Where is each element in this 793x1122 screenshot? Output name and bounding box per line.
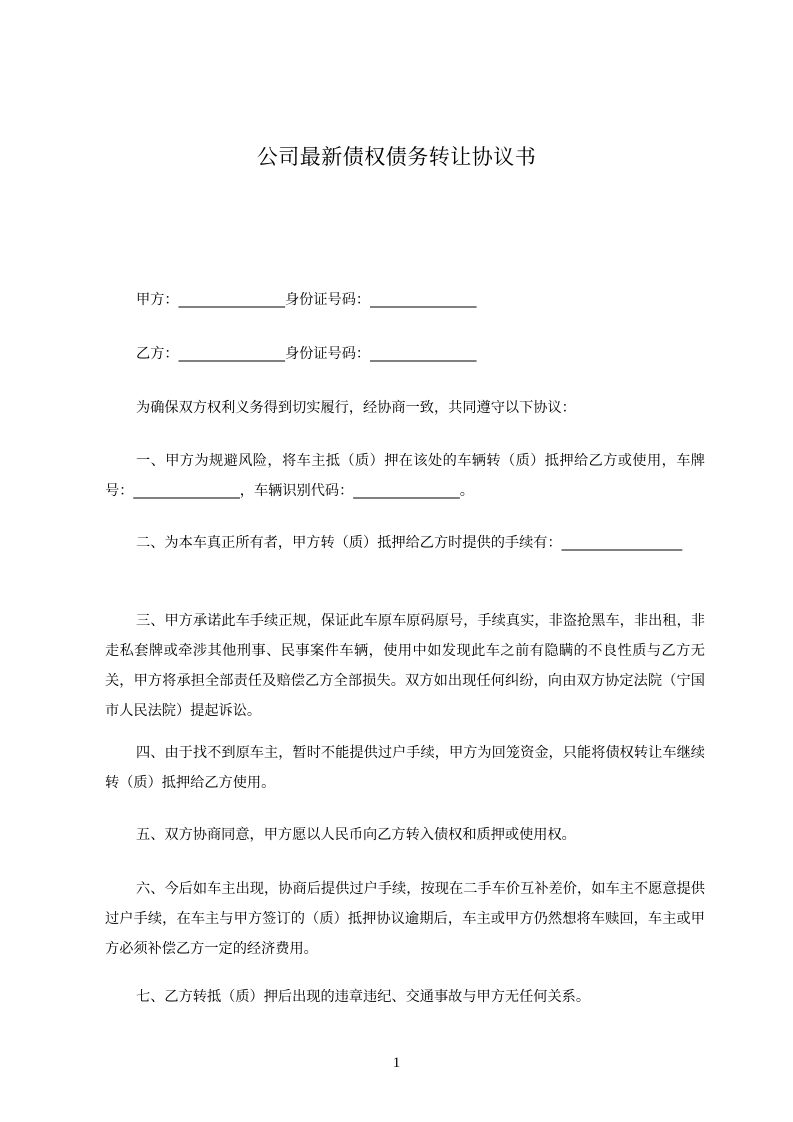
document-title: 公司最新债权债务转让协议书 xyxy=(256,145,537,169)
clause-6: 六、今后如车主出现，协商后提供过户手续，按现在二手车价互补差价，如车主不愿意提供过户手续，在车主与甲方签订的（质）抵押协议逾期后，车主或甲方仍然想将车赎回，车主或甲方必须补偿乙方一定的经济费用。 xyxy=(105,881,705,957)
clause-2: 二、为本车真正所有者，甲方转（质）抵押给乙方时提供的手续有：_________________ xyxy=(136,535,683,551)
clause-3: 三、甲方承诺此车手续正规，保证此车原车原码原号，手续真实，非盗抢黑车，非出租，非走私套牌或牵涉其他刑事、民事案件车辆，使用中如发现此车之前有隐瞒的不良性质与乙方无关，甲方将承担全部责任及赔偿乙方全部损失。双方如出现任何纠纷，向由双方协定法院（宁国市人民法院）提起诉讼。 xyxy=(105,613,705,719)
clause-7: 七、乙方转抵（质）押后出现的违章违纪、交通事故与甲方无任何关系。 xyxy=(136,989,591,1005)
clause-1: 一、甲方为规避风险，将车主抵（质）押在该处的车辆转（质）抵押给乙方或使用，车牌号：_______________，车辆识别代码：_______________。 xyxy=(105,453,705,499)
clause-5: 五、双方协商同意，甲方愿以人民币向乙方转入债权和质押或使用权。 xyxy=(136,827,576,843)
party-a-line: 甲方：_______________身份证号码：_______________ xyxy=(136,292,477,308)
intro-line: 为确保双方权利义务得到切实履行，经协商一致，共同遵守以下协议： xyxy=(136,400,576,416)
clause-4: 四、由于找不到原车主，暂时不能提供过户手续，甲方为回笼资金，只能将债权转让车继续转（质）抵押给乙方使用。 xyxy=(105,745,705,791)
party-b-line: 乙方：_______________身份证号码：_______________ xyxy=(136,346,477,362)
page-number: 1 xyxy=(392,1055,401,1071)
